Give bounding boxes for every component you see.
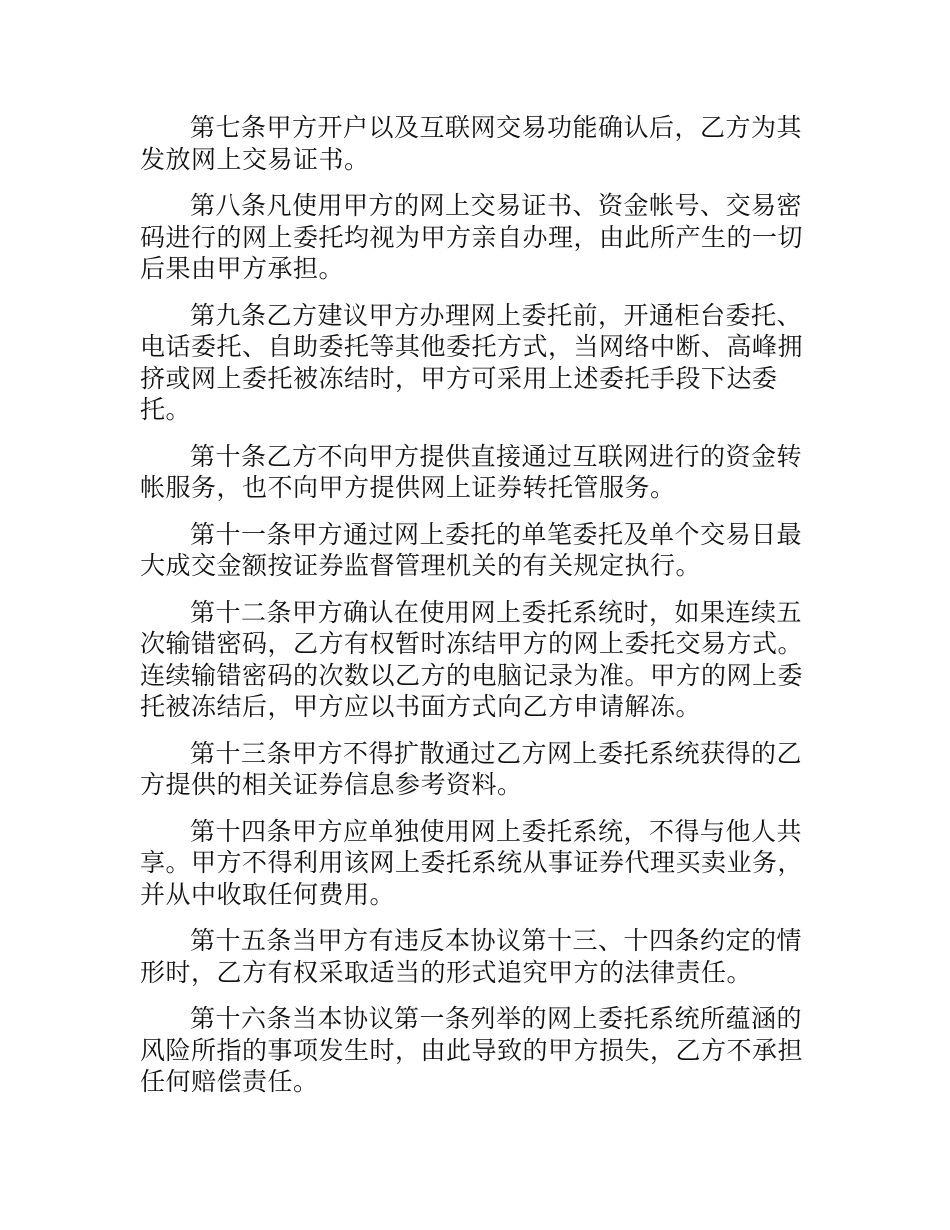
article-8-paragraph: 第八条凡使用甲方的网上交易证书、资金帐号、交易密码进行的网上委托均视为甲方亲自办理，由此所产生的一切后果由甲方承担。 (140, 191, 804, 283)
article-14-paragraph: 第十四条甲方应单独使用网上委托系统，不得与他人共享。甲方不得利用该网上委托系统从事证券代理买卖业务，并从中收取任何费用。 (140, 816, 804, 909)
article-13-paragraph: 第十三条甲方不得扩散通过乙方网上委托系统获得的乙方提供的相关证券信息参考资料。 (140, 738, 803, 799)
article-7-paragraph: 第七条甲方开户以及互联网交易功能确认后，乙方为其发放网上交易证书。 (140, 113, 803, 174)
article-12-paragraph: 第十二条甲方确认在使用网上委托系统时，如果连续五次输错密码，乙方有权暂时冻结甲方的网上委托交易方式。连续输错密码的次数以乙方的电脑记录为准。甲方的网上委托被冻结后，甲方应以书面方式向乙方申请解冻。 (140, 597, 804, 721)
article-9-paragraph: 第九条乙方建议甲方办理网上委托前，开通柜台委托、电话委托、自助委托等其他委托方式，当网络中断、高峰拥挤或网上委托被冻结时，甲方可采用上述委托手段下达委托。 (140, 300, 804, 424)
article-11-paragraph: 第十一条甲方通过网上委托的单笔委托及单个交易日最大成交金额按证券监督管理机关的有关规定执行。 (140, 519, 803, 580)
article-10-paragraph: 第十条乙方不向甲方提供直接通过互联网进行的资金转帐服务，也不向甲方提供网上证券转托管服务。 (140, 441, 803, 502)
article-16-paragraph: 第十六条当本协议第一条列举的网上委托系统所蕴涵的风险所指的事项发生时，由此导致的甲方损失，乙方不承担任何赔偿责任。 (140, 1004, 804, 1096)
document-body (140, 112, 816, 1113)
article-15-paragraph: 第十五条当甲方有违反本协议第十三、十四条约定的情形时，乙方有权采取适当的形式追究甲方的法律责任。 (140, 926, 803, 987)
